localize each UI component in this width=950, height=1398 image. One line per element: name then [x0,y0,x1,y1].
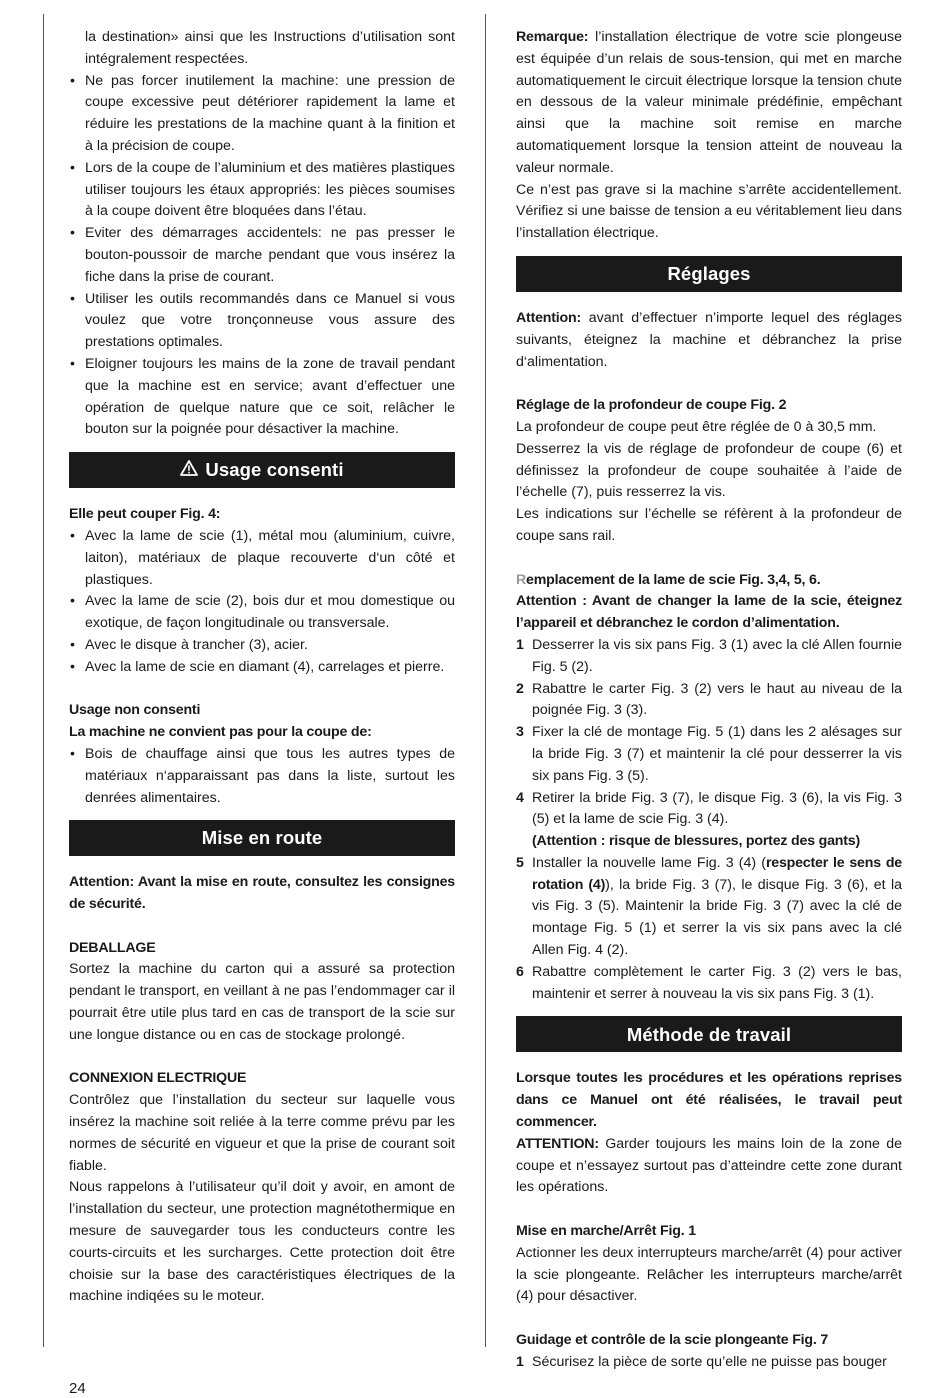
section-header-methode-de-travail [516,1016,902,1052]
list-item: • Avec la lame de scie (1), métal mou (aluminium, cuivre, laiton), matériaux de plaque recouverte d‘un côté et plastiques. [70,527,455,588]
paragraph: Attention: avant d’effectuer n’importe lequel des réglages suivants, éteignez la machine et débranchez la prise d‘alimentation. [516,309,902,370]
list-item: • Bois de chauffage ainsi que tous les autres types de matériaux n‘apparaissant pas dans la liste, surtout les denrées alimentaires. [70,745,455,806]
list-item: • Utiliser les outils recommandés dans ce Manuel si vous voulez que votre tronçonneuse vous assure des prestations optimales. [70,290,455,351]
list-item: 1 Desserrer la vis six pans Fig. 3 (1) avec la clé Allen fournie Fig. 5 (2). [516,636,902,675]
bullet-icon: • [70,745,75,762]
label: Attention: [516,309,581,326]
subheading: DEBALLAGE [69,939,156,956]
intro-continuation: la destination» ainsi que les Instructions d’utilisation sont intégralement respectées. [85,29,455,67]
list-item: 1 Sécurisez la pièce de sorte qu’elle ne puisse pas bouger [516,1353,887,1370]
bullet-icon: • [70,72,75,89]
section-title: Méthode de travail [626,1023,792,1045]
column-divider [485,14,486,1347]
subheading: Remplacement de la lame de scie Fig. 3,4, 5, 6. [516,571,821,588]
attention-note: Attention: Avant la mise en route, consultez les consignes de sécurité. [69,874,455,913]
list-item: • Lors de la coupe de l’aluminium et des matières plastiques utiliser toujours les étaux appropriés: les pièces soumises à la coupe doivent être bloquées dans l’étau. [70,159,455,220]
bullet-icon: • [70,527,75,544]
bullet-icon: • [70,593,75,610]
list-item: • Avec le disque à trancher (3), acier. [69,635,455,657]
subheading: CONNEXION ELECTRIQUE [69,1070,247,1087]
paragraph: Actionner les deux interrupteurs marche/arrêt (4) pour activer la scie plongeante. Relâcher les interrupteurs marche/arrêt (4) pour désactiver. [516,1244,902,1305]
list-item: • Avec la lame de scie (2), bois dur et mou domestique ou exotique, de façon longitudinale ou transversale. [70,593,455,632]
label: ATTENTION: [516,1135,599,1152]
procedure-steps [516,1352,902,1374]
bullet-icon: • [70,159,75,176]
paragraph: Les indications sur l’échelle se réfèrent à la profondeur de coupe sans rail. [516,506,902,544]
procedure-steps [516,635,902,1006]
subheading: La machine ne convient pas pour la coupe de: [69,724,372,741]
paragraph: ATTENTION: Garder toujours les mains loin de la zone de coupe et n’essayez surtout pas d’atteindre cette zone durant les opérations. [516,1135,902,1196]
bullet-icon: • [70,355,75,372]
section-header-mise-en-route [69,820,455,856]
subheading: Mise en marche/Arrêt Fig. 1 [516,1223,696,1240]
subheading: Réglage de la profondeur de coupe Fig. 2 [516,397,787,414]
first-letter: R [516,571,527,588]
list-item: 5 Installer la nouvelle lame Fig. 3 (4) (respecter le sens de rotation (4)), la bride Fig. 3 (7), le disque Fig. 3 (6), et la vis Fig. 3 (5). Maintenir la bride Fig. 3 (7) avec la clé de montage Fig. 5 (1) et serrer la vis six pans avec la clé Allen Fig. 4 (2). [516,854,902,959]
left-margin-rule [43,14,44,1347]
section-title: Réglages [667,263,751,285]
paragraph: Desserrez la vis de réglage de profondeur de coupe (6) et définissez la profondeur de coupe souhaitée à l’aide de l’échelle (7), puis resserrez la vis. [516,440,902,501]
section-title: Usage consenti [205,459,344,481]
usage-bullet-list [69,526,455,679]
list-item: • Eloigner toujours les mains de la zone de travail pendant que la machine est en service; avant d’effectuer une opération de quelque nature que ce soit, relâcher le bouton sur la poignée pour désactiver la machine. [70,355,455,438]
paragraph: Nous rappelons à l’utilisateur qu’il doit y avoir, en amont de l’installation du secteur, une protection magnétothermique en mesure de sauvegarder tous les conducteurs contre les courts-circuits et les surcharges. Cette protection doit être choisie sur la base des caractéristiques électriques de la machine indiqées su le moteur. [69,1179,455,1305]
bullet-icon: • [70,636,75,653]
bullet-icon: • [70,290,75,307]
list-item: • Ne pas forcer inutilement la machine: une pression de coupe excessive peut détériorer rapidement la lame et réduire les prestations de la machine quant à la finition et à la précision de coupe. [70,72,455,154]
paragraph: Sortez la machine du carton qui a assuré sa protection pendant le transport, en veillant à ne pas l’endommager car il pourrait être utile plus tard en cas de transport de la scie sur une longue distance ou en cas de stockage prolongé. [69,961,455,1043]
paragraph: Lorsque toutes les procédures et les opérations reprises dans ce Manuel ont été réalisées, le travail peut commencer. [516,1070,902,1131]
list-item: • Avec la lame de scie en diamant (4), carrelages et pierre. [69,657,455,679]
list-item: • Eviter des démarrages accidentels: ne pas presser le bouton-poussoir de marche pendant que vous insérez la fiche dans la prise de courant. [70,225,455,285]
safety-bullet-list [69,71,455,442]
paragraph: Contrôlez que l’installation du secteur sur laquelle vous insérez la machine soit reliée à la terre comme prévu par les normes de sécurité en vigueur et que la prise de courant soit fiable. [69,1092,455,1174]
right-column [516,27,902,1374]
label: Remarque: [516,29,589,45]
attention-note: Attention : Avant de changer la lame de la scie, éteignez l’appareil et débranchez le cordon d’alimentation. [516,593,902,632]
list-item: 4 Retirer la bride Fig. 3 (7), le disque Fig. 3 (6), la vis Fig. 3 (5) et la lame de scie Fig. 3 (4). (Attention : risque de blessures, portez des gants) [516,789,902,850]
list-item: 6 Rabattre complètement le carter Fig. 3 (2) vers le bas, maintenir et serrer à nouveau la vis six pans Fig. 3 (1). [516,963,902,1002]
warning-triangle-icon [180,459,198,481]
section-header-usage-consenti [69,452,455,488]
bullet-icon: • [70,658,75,675]
list-item: 3 Fixer la clé de montage Fig. 5 (1) dans les 2 alésages sur la bride Fig. 3 (7) et maintenir la clé pour desserrer la vis six pans Fig. 3 (5). [516,724,902,784]
page-number: 24 [69,1380,86,1397]
warning-note: (Attention : risque de blessures, portez des gants) [532,833,860,850]
left-column [69,27,455,1308]
paragraph: La profondeur de coupe peut être réglée de 0 à 30,5 mm. [516,418,877,435]
section-title: Mise en route [201,827,323,849]
section-header-reglages [516,256,902,292]
bullet-icon: • [70,225,75,242]
subheading: Usage non consenti [69,702,201,719]
paragraph: Ce n’est pas grave si la machine s’arrête accidentellement. Vérifiez si une baisse de tension a eu véritablement lieu dans l’installation électrique. [516,181,902,242]
non-usage-bullet-list [69,744,455,809]
subheading: Guidage et contrôle de la scie plongeante Fig. 7 [516,1332,829,1349]
subheading: Elle peut couper Fig. 4: [69,506,221,523]
list-item: 2 Rabattre le carter Fig. 3 (2) vers le haut au niveau de la poignée Fig. 3 (3). [516,680,902,719]
paragraph: Remarque: l’installation électrique de votre scie plongeuse est équipée d’un relais de sous-tension, qui met en marche automatiquement le circuit électrique lorsque la tension chute en dessous de la valeur minimale prédéfinie, empêchant ainsi que la machine soit remise en marche automatiquement lorsque la tension atteint de nouveau la valeur normale. [516,29,902,176]
